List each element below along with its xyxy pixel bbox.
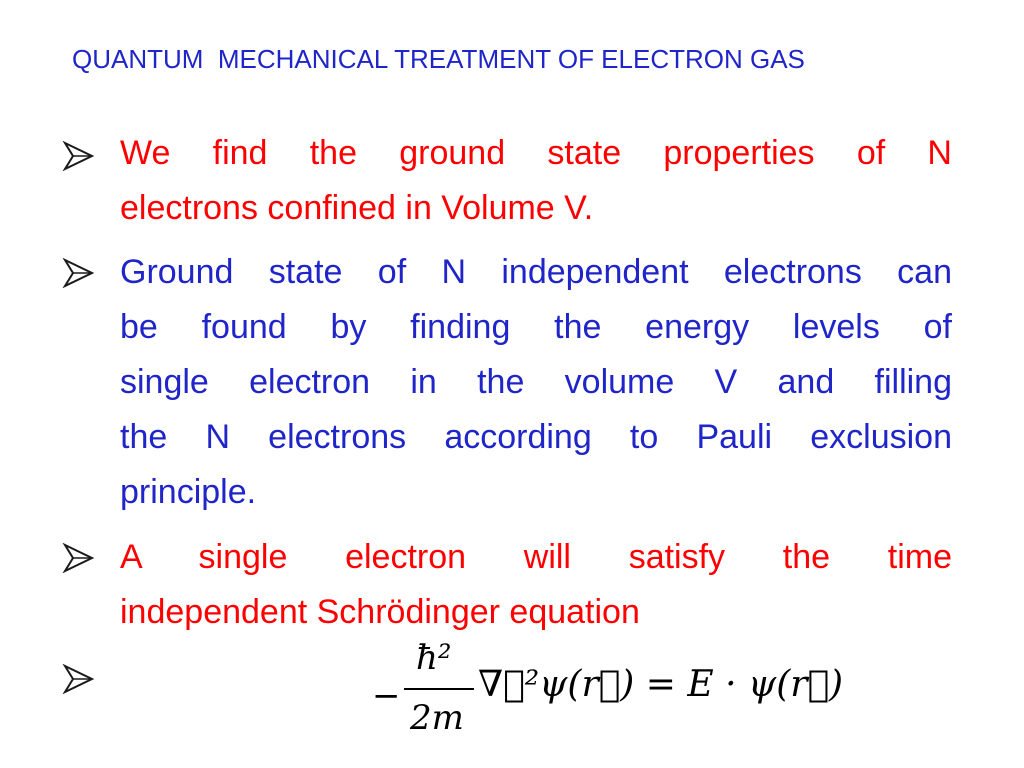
- equation-numerator: ħ²: [416, 638, 452, 678]
- schrodinger-equation: [372, 636, 844, 746]
- equation-denominator: 2m: [410, 698, 464, 738]
- bullet-2-line-4: the N electrons according to Pauli exclusion: [120, 418, 952, 456]
- bullet-3-line-2: independent Schrödinger equation: [120, 593, 640, 631]
- fraction-bar: [404, 688, 474, 690]
- bullet-3-line-1: A single electron will satisfy the time: [120, 538, 952, 576]
- bullet-2-line-3: single electron in the volume V and filling: [120, 363, 952, 401]
- arrowhead-bullet-icon: [62, 664, 96, 694]
- bullet-2-line-5: principle.: [120, 473, 257, 511]
- bullet-2-line-1: Ground state of N independent electrons can: [120, 253, 952, 291]
- arrowhead-bullet-icon: [62, 258, 96, 288]
- slide-title: QUANTUM MECHANICAL TREATMENT OF ELECTRON GAS: [72, 44, 805, 74]
- bullet-2-text: [120, 245, 952, 520]
- bullet-1-text: [120, 126, 952, 236]
- bullet-1-line-1: We find the ground state properties of N: [120, 134, 952, 172]
- bullet-2-line-2: be found by finding the energy levels of: [120, 308, 952, 346]
- arrowhead-bullet-icon: [62, 141, 96, 171]
- equation-minus: −: [372, 676, 401, 716]
- bullet-1-line-2: electrons confined in Volume V.: [120, 189, 594, 227]
- bullet-3-text: [120, 530, 952, 640]
- equation-body: ∇⃗²ψ(r⃗) = E · ψ(r⃗): [478, 664, 844, 705]
- arrowhead-bullet-icon: [62, 543, 96, 573]
